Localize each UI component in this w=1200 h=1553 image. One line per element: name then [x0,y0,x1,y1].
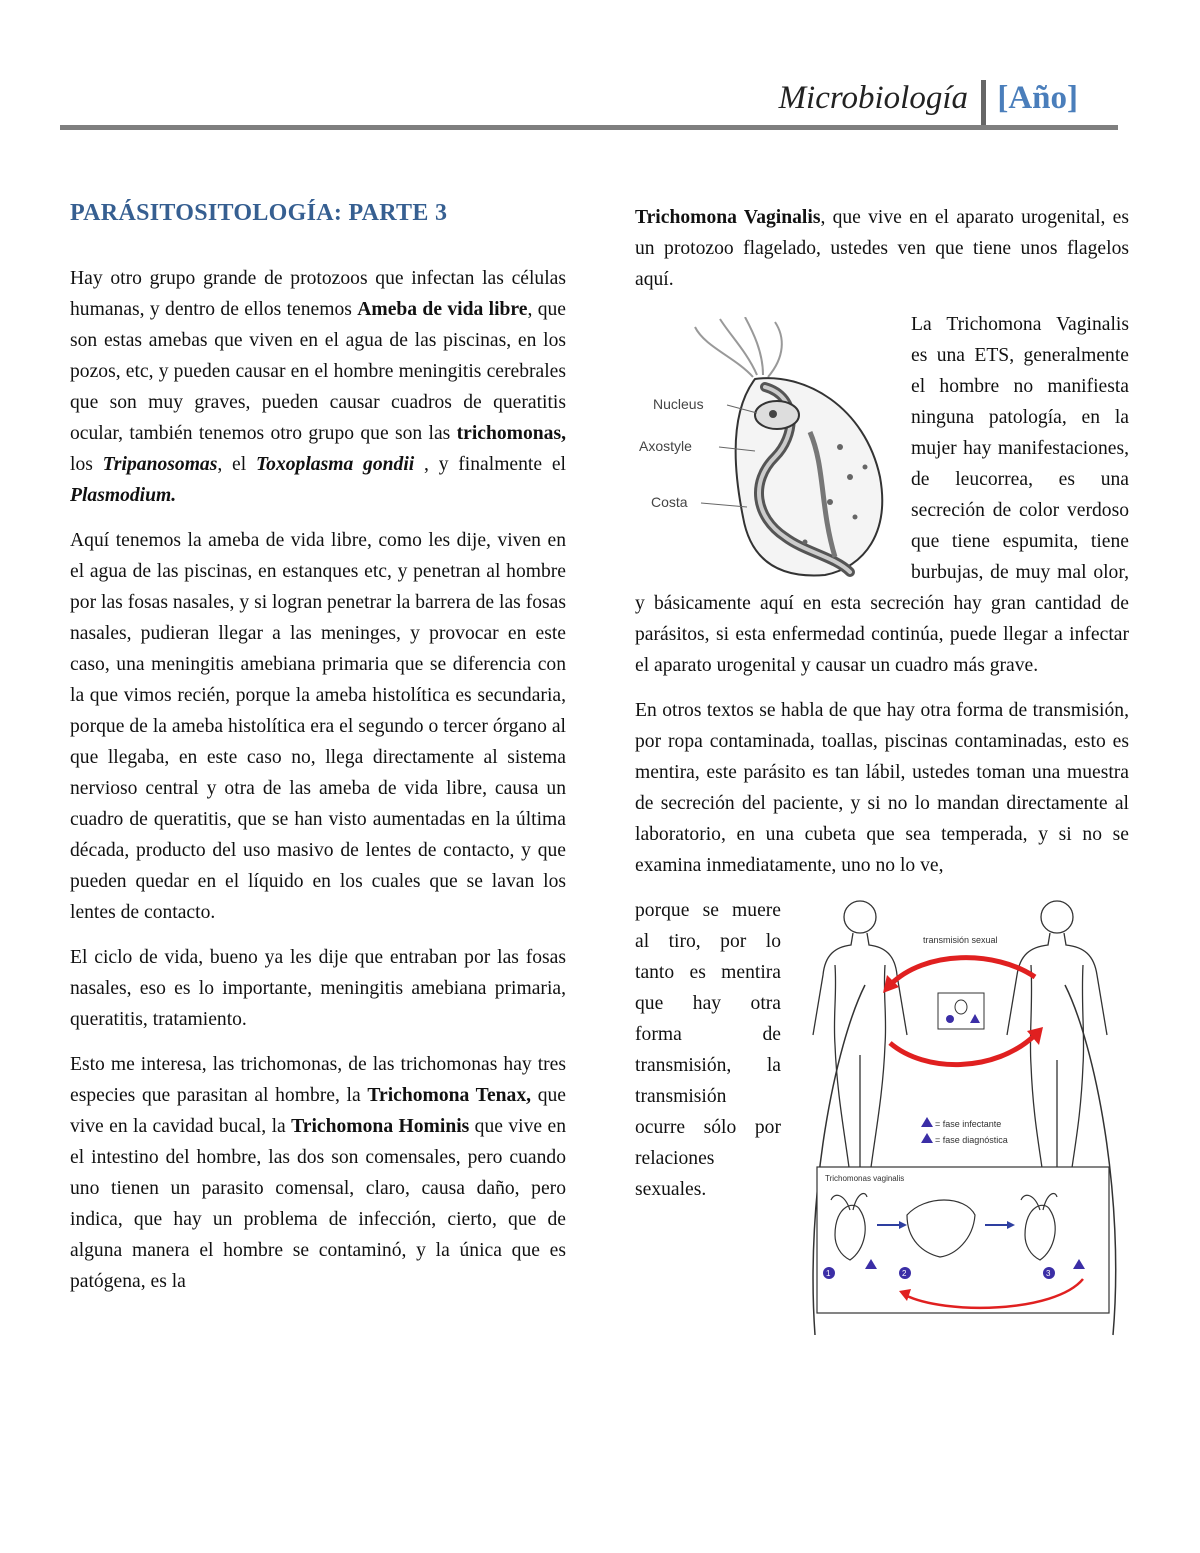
transmission-block [635,895,1129,1278]
right-column [635,202,1129,1341]
text-run: que vive en la cavidad bucal, la [70,1085,566,1137]
term-trichomona-tenax: Trichomona Tenax, [367,1085,532,1106]
male-figure [1007,901,1107,1175]
paragraph-vaginalis [635,202,1129,295]
paragraph-ciclo: El ciclo de vida, bueno ya les dije que entraban por las fosas nasales, eso es lo importante, meningitis amebiana primaria, queratitis, tratamiento. [70,947,566,1030]
box-title: Trichomonas vaginalis [825,1174,905,1183]
header-year: [Año] [997,80,1078,116]
legend-infectante: = fase infectante [935,1119,1002,1129]
stage-3: 3 [1046,1269,1051,1278]
label-transmision: transmisión sexual [923,935,998,945]
paragraph-protozoos [70,263,566,511]
life-cycle-diagram [795,895,1129,1337]
stage-1: 1 [826,1269,831,1278]
text-run: Esto me interesa, las trichomonas, de las trichomonas hay tres especies que parasitan al hombre, la [70,1054,566,1106]
text-run: , el [217,454,256,475]
text-run: los [70,454,103,475]
ets-block [635,309,1129,681]
paragraph-transmision: En otros textos se habla de que hay otra forma de transmisión, por ropa contaminada, toallas, piscinas contaminadas, esto es mentira, este parásito es tan lábil, ustedes toman una muestra de secreción del paciente, y si no lo mandan directamente al laboratorio, en una cubeta que sea temperada, y si no se examina inmediatamente, uno no lo ve, [635,700,1129,876]
header-title: Microbiología [778,80,968,116]
paragraph-trichomonas [70,1049,566,1297]
text-run: que vive en el intestino del hombre, las dos son comensales, pero cuando uno tienen un parasito comensal, claro, causa daño, pero indica, que hay un problema de infección, cierto, que de alguna manera el hombre se contaminó, y la única que es patógena, es la [70,1116,566,1292]
text-run: , que son estas amebas que viven en el agua de las piscinas, en los pozos, etc, y pueden causar en el hombre meningitis cerebrales que son muy graves, pueden causar cuadros de queratitis ocular, también tenemos otro grupo que son las [70,299,566,444]
stage-2: 2 [902,1269,907,1278]
header-rule [60,125,1118,130]
page-header [60,80,1118,128]
term-trichomona-hominis: Trichomona Hominis [291,1116,470,1137]
header-separator [981,80,986,126]
paragraph-sexual: porque se muere al tiro, por lo tanto es mentira que hay otra forma de transmisión, la transmisión ocurre sólo por relaciones sexuales. [635,900,781,1200]
text-run: , y finalmente el [414,454,566,475]
paragraph-ets: La Trichomona Vaginalis es una ETS, generalmente el hombre no manifiesta ninguna patología, en la mujer hay manifestaciones, de leucorrea, es una secreción de color verdoso que tiene espumita, tiene burbujas, de muy mal olor, y básicamente aquí en esta secreción hay gran cantidad de parásitos, si esta enfermedad continúa, puede llegar a infectar el aparato urogenital y causar un cuadro más grave. [635,314,1129,676]
legend-diagnostica: = fase diagnóstica [935,1135,1008,1145]
text-run: Hay otro grupo grande de protozoos que infectan las células humanas, y dentro de ellos tenemos [70,268,566,320]
label-axostyle: Axostyle [639,438,692,454]
left-column [70,198,566,1311]
term-ameba-vida-libre: Ameba de vida libre [357,299,528,320]
term-plasmodium: Plasmodium. [70,485,177,506]
term-tripanosomas: Tripanosomas [102,454,218,475]
label-costa: Costa [651,494,688,510]
trichomonas-diagram [635,317,903,579]
term-toxoplasma: Toxoplasma gondii [255,454,415,475]
female-figure [813,901,907,1175]
term-trichomonas: trichomonas, [456,423,566,444]
section-title: PARÁSITOSITOLOGÍA: PARTE 3 [70,200,448,226]
term-trichomona-vaginalis: Trichomona Vaginalis [635,207,821,228]
label-nucleus: Nucleus [653,396,704,412]
paragraph-ameba: Aquí tenemos la ameba de vida libre, como les dije, viven en el agua de las piscinas, en estanques etc, y penetran al hombre por las fosas nasales, y si logran penetrar la barrera de las fosas nasales, pudieran llegar a las meninges, y provocar en este caso, una meningitis amebiana primaria que se diferencia con la que vimos recién, porque la ameba histolítica es secundaria, porque de la ameba histolítica era el segundo o tercer órgano al que llegaba, en este caso no, llega directamente al sistema nervioso central y otra de las ameba de vida libre, causa un cuadro de queratitis, que se han visto aumentadas en la última década, producto del uso masivo de lentes de contacto, y que pueden quedar en el líquido en los cuales que se lavan los lentes de contacto. [70,530,566,923]
text-run: , que vive en el aparato urogenital, es un protozoo flagelado, ustedes ven que tiene unos flagelos aquí. [635,207,1130,290]
